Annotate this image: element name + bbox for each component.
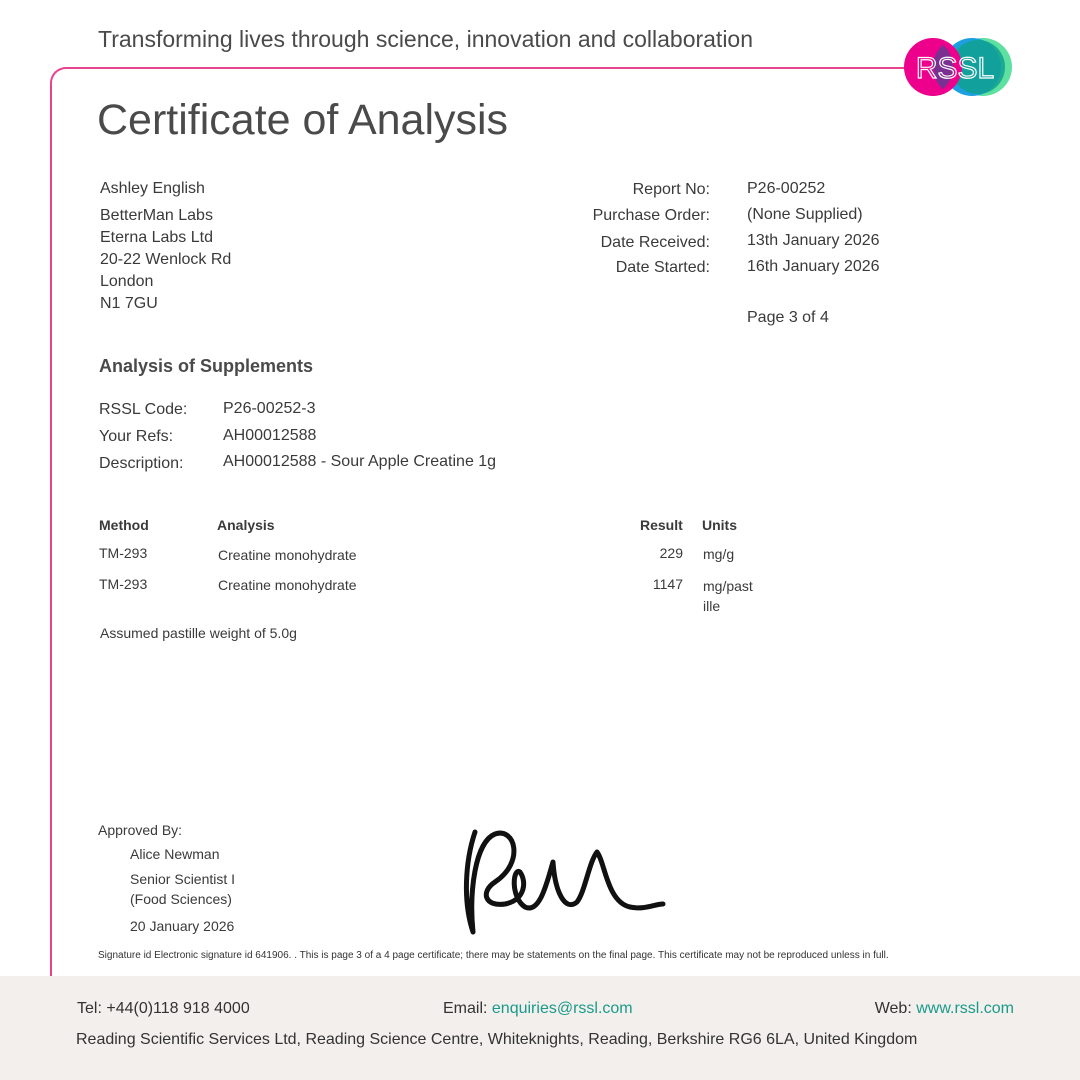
column-header-method: Method — [99, 517, 149, 533]
approver-department: (Food Sciences) — [130, 891, 232, 907]
address-line: 20-22 Wenlock Rd — [100, 251, 232, 268]
footer — [0, 976, 1080, 1080]
address-line: BetterMan Labs — [100, 207, 213, 224]
description-value: AH00012588 - Sour Apple Creatine 1g — [223, 453, 497, 470]
address-line: N1 7GU — [100, 295, 158, 312]
rssl-code-label: RSSL Code: — [99, 401, 188, 418]
date-received-label: Date Received: — [600, 234, 710, 251]
footer-web — [875, 1000, 1014, 1018]
approval-date: 20 January 2026 — [130, 918, 235, 934]
date-started-value: 16th January 2026 — [747, 258, 880, 275]
description-label: Description: — [99, 455, 184, 472]
purchase-order-value: (None Supplied) — [747, 206, 863, 223]
analysis-cell: Creatine monohydrate — [218, 577, 357, 593]
address-line: Ashley English — [100, 180, 205, 197]
your-refs-value: AH00012588 — [223, 427, 317, 444]
approver-name: Alice Newman — [130, 846, 220, 862]
analysis-cell: Creatine monohydrate — [218, 547, 357, 563]
address-line: London — [100, 273, 154, 290]
result-cell: 1147 — [652, 576, 683, 592]
page-number: Page 3 of 4 — [747, 309, 829, 326]
units-cell: mg/g — [703, 546, 735, 562]
units-cell: mg/past — [703, 578, 753, 594]
approved-by-label: Approved By: — [98, 822, 183, 838]
web-link[interactable]: www.rssl.com — [916, 1000, 1014, 1017]
report-no-label: Report No: — [632, 181, 710, 198]
footer-telephone: Tel: +44(0)118 918 4000 — [77, 1000, 250, 1017]
rssl-logo — [900, 36, 1015, 98]
address-line: Eterna Labs Ltd — [100, 229, 213, 246]
date-started-label: Date Started: — [615, 259, 710, 276]
tagline: Transforming lives through science, innovation and collaboration — [98, 26, 754, 52]
page-title: Certificate of Analysis — [97, 96, 509, 144]
email-link[interactable]: enquiries@rssl.com — [491, 1000, 633, 1017]
method-cell: TM-293 — [99, 576, 148, 592]
result-cell: 229 — [659, 545, 683, 561]
purchase-order-label: Purchase Order: — [592, 207, 710, 224]
email-label: Email: — [443, 1000, 492, 1017]
units-cell-continued: ille — [703, 598, 721, 614]
footer-address: Reading Scientific Services Ltd, Reading Science Centre, Whiteknights, Reading, Berkshire RG6 6LA, United Kingdom — [76, 1031, 918, 1048]
web-label: Web: — [874, 1000, 917, 1017]
rssl-code-value: P26-00252-3 — [223, 400, 316, 417]
your-refs-label: Your Refs: — [99, 428, 174, 445]
date-received-value: 13th January 2026 — [747, 232, 880, 249]
fine-print: Signature id Electronic signature id 641906. . This is page 3 of a 4 page certificate; there may be statements on the final page. This certificate may not be reproduced unless in full. — [98, 950, 889, 961]
signature — [455, 822, 670, 947]
column-header-units: Units — [702, 517, 737, 533]
footer-email — [443, 1000, 633, 1018]
svg-text:RSSL: RSSL — [915, 52, 995, 85]
assumption-note: Assumed pastille weight of 5.0g — [100, 625, 297, 641]
section-heading: Analysis of Supplements — [99, 356, 314, 376]
report-no-value: P26-00252 — [747, 180, 826, 197]
column-header-analysis: Analysis — [217, 517, 275, 533]
approver-role: Senior Scientist I — [130, 871, 236, 887]
method-cell: TM-293 — [99, 545, 148, 561]
column-header-result: Result — [640, 517, 683, 533]
